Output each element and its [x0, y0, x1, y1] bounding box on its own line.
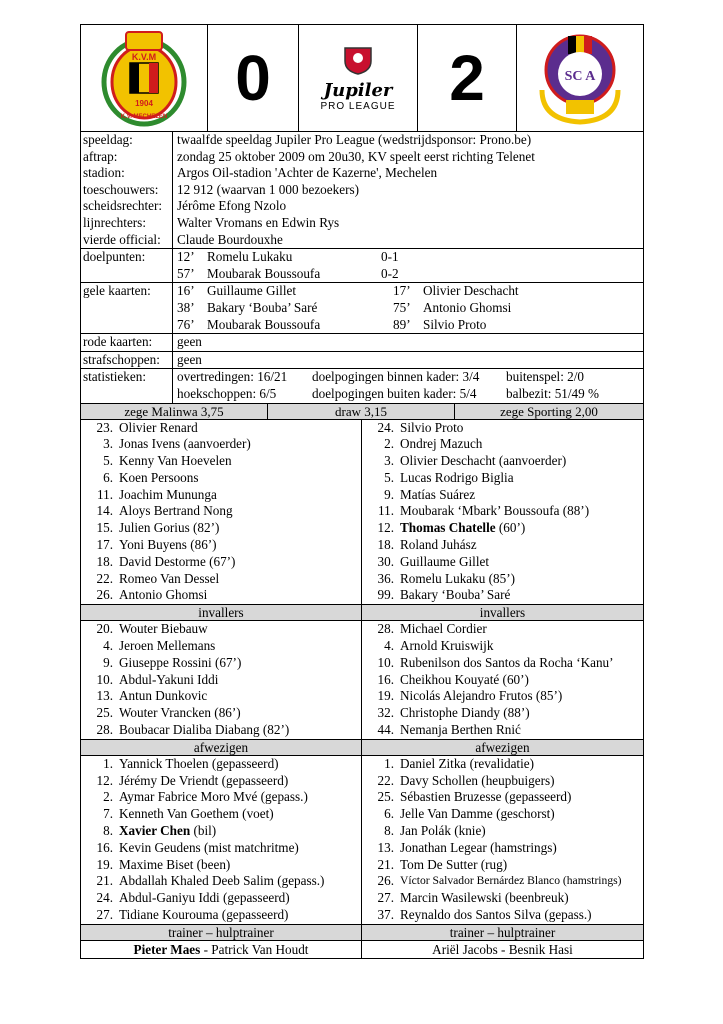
- card-player: Olivier Deschacht: [423, 283, 519, 299]
- player-name: Antun Dunkovic: [119, 688, 208, 704]
- goal-line: [177, 249, 643, 266]
- player-line: [362, 638, 643, 655]
- jupiler-logo: Jupiler PRO LEAGUE: [320, 45, 395, 112]
- player-note: (60’): [495, 520, 526, 536]
- trainers: [81, 941, 643, 958]
- player-name-bold: Thomas Chatelle: [400, 520, 496, 536]
- substitutes: [81, 621, 643, 739]
- shirt-number: 10.: [377, 654, 394, 670]
- player-name: Bakary ‘Bouba’ Saré: [400, 587, 511, 603]
- player-line: [362, 436, 643, 453]
- player-line: [362, 773, 643, 790]
- info-value: Argos Oil-stadion 'Achter de Kazerne', Mechelen: [177, 165, 438, 181]
- player-line: [362, 722, 643, 739]
- player-name: Antonio Ghomsi: [119, 587, 208, 603]
- shirt-number: 12.: [377, 520, 394, 536]
- shirt-number: 21.: [377, 856, 394, 872]
- player-line: [81, 890, 361, 907]
- player-line: [81, 587, 361, 604]
- player-line: [362, 873, 643, 890]
- match-sheet: [80, 24, 644, 959]
- player-name: Silvio Proto: [400, 419, 464, 435]
- player-line: [81, 554, 361, 571]
- shirt-number: 1.: [103, 755, 113, 771]
- info-key: scheidsrechter:: [81, 198, 173, 215]
- player-name: Lucas Rodrigo Biglia: [400, 469, 514, 485]
- shirt-number: 36.: [377, 570, 394, 586]
- info-key: toeschouwers:: [81, 182, 173, 199]
- stat-item: doelpogingen binnen kader: 3/4: [312, 369, 480, 385]
- away-score: 2: [449, 42, 485, 114]
- subs-home: [81, 621, 362, 739]
- goal-minute: 12’: [177, 249, 195, 265]
- player-name: Olivier Renard: [119, 419, 198, 435]
- player-name: Reynaldo dos Santos Silva (gepass.): [400, 907, 592, 923]
- shirt-number: 26.: [377, 873, 394, 889]
- shirt-number: 44.: [377, 722, 394, 738]
- shirt-number: 15.: [96, 520, 113, 536]
- info-key: stadion:: [81, 165, 173, 182]
- info-value: zondag 25 oktober 2009 om 20u30, KV speelt eerst richting Telenet: [177, 148, 535, 164]
- player-name: Marcin Wasilewski (beenbreuk): [400, 890, 569, 906]
- info-value: Jérôme Efong Nzolo: [177, 198, 287, 214]
- player-line: [81, 436, 361, 453]
- info-key: vierde official:: [81, 232, 173, 249]
- shirt-number: 23.: [96, 419, 113, 435]
- player-line: [362, 705, 643, 722]
- player-line: [362, 688, 643, 705]
- info-value: Claude Bourdouxhe: [177, 231, 283, 247]
- player-line: [362, 840, 643, 857]
- shirt-number: 12.: [96, 772, 113, 788]
- player-line: [362, 537, 643, 554]
- player-line: [81, 655, 361, 672]
- player-name: Davy Schollen (heupbuigers): [400, 772, 555, 788]
- shirt-number: 8.: [384, 823, 394, 839]
- player-name: Ondrej Mazuch: [400, 436, 483, 452]
- player-name: Kevin Geudens (mist matchritme): [119, 839, 299, 855]
- player-line: [81, 840, 361, 857]
- player-line: [81, 520, 361, 537]
- player-name: Kenny Van Hoevelen: [119, 453, 232, 469]
- player-line: [362, 789, 643, 806]
- player-name: Nemanja Berthen Rnić: [400, 722, 521, 738]
- player-line: [362, 806, 643, 823]
- player-name: Tom De Sutter (rug): [400, 856, 508, 872]
- info-key: speeldag:: [81, 132, 173, 149]
- player-name: Aloys Bertrand Nong: [119, 503, 233, 519]
- player-line: [81, 571, 361, 588]
- goal-scorer: Romelu Lukaku: [207, 249, 293, 265]
- player-line: [362, 571, 643, 588]
- subs-header: invallers invallers: [81, 604, 643, 621]
- player-line: [362, 453, 643, 470]
- player-line: [362, 756, 643, 773]
- player-name-bold: Xavier Chen: [119, 823, 191, 839]
- info-key: lijnrechters:: [81, 215, 173, 232]
- kv-mechelen-crest-icon: [99, 28, 189, 128]
- home-crest-cell: [81, 25, 208, 131]
- player-name: Abdul-Ganiyu Iddi (gepasseerd): [119, 890, 290, 906]
- card-player: Silvio Proto: [423, 316, 487, 332]
- info-row: [81, 182, 643, 199]
- shirt-number: 19.: [377, 688, 394, 704]
- player-name: Matías Suárez: [400, 486, 476, 502]
- player-name: Wouter Biebauw: [119, 621, 208, 637]
- shirt-number: 8.: [103, 823, 113, 839]
- player-line: [81, 420, 361, 437]
- shirt-number: 24.: [96, 890, 113, 906]
- goal-score: 0-1: [381, 249, 399, 265]
- stats-line: [177, 386, 643, 403]
- player-name: Kenneth Van Goethem (voet): [119, 806, 274, 822]
- goal-score: 0-2: [381, 265, 399, 281]
- player-line: [81, 672, 361, 689]
- player-name: David Destorme (67’): [119, 553, 236, 569]
- shirt-number: 25.: [96, 705, 113, 721]
- away-trainers: Ariël Jacobs - Besnik Hasi: [432, 941, 573, 957]
- shirt-number: 13.: [96, 688, 113, 704]
- shirt-number: 16.: [96, 839, 113, 855]
- goals-row: doelpunten: 12’ Romelu Lukaku 0-1 57’ Moubarak Boussoufa 0-2: [81, 248, 643, 282]
- player-name: Wouter Vrancken (86’): [119, 705, 241, 721]
- shirt-number: 6.: [103, 469, 113, 485]
- starters: [81, 420, 643, 605]
- player-line: [81, 806, 361, 823]
- shirt-number: 28.: [96, 722, 113, 738]
- shirt-number: 1.: [384, 755, 394, 771]
- player-name: Nicolás Alejandro Frutos (85’): [400, 688, 563, 704]
- player-name: Moubarak ‘Mbark’ Boussoufa (88’): [400, 503, 590, 519]
- absentees: [81, 756, 643, 924]
- yellow-card-line: [177, 317, 643, 334]
- svg-text:1904: 1904: [135, 99, 153, 108]
- starters-away: [362, 420, 643, 605]
- goal-line: [177, 266, 643, 283]
- subs-away: [362, 621, 643, 739]
- shirt-number: 13.: [377, 839, 394, 855]
- shirt-number: 4.: [103, 638, 113, 654]
- player-line: [362, 420, 643, 437]
- player-line: [81, 621, 361, 638]
- player-name: Rubenilson dos Santos da Rocha ‘Kanu’: [400, 654, 614, 670]
- info-value: twaalfde speeldag Jupiler Pro League (wedstrijdsponsor: Prono.be): [177, 132, 532, 147]
- shirt-number: 21.: [96, 873, 113, 889]
- yellow-card-line: [177, 300, 643, 317]
- odds-away: zege Sporting 2,00: [500, 403, 598, 419]
- league-logo-cell: [299, 25, 418, 131]
- player-name: Roland Juhász: [400, 537, 477, 553]
- player-line: [81, 907, 361, 924]
- player-name: Giuseppe Rossini (67’): [119, 654, 242, 670]
- card-player: Antonio Ghomsi: [423, 299, 512, 315]
- player-line: [81, 470, 361, 487]
- info-value: Walter Vromans en Edwin Rys: [177, 214, 340, 230]
- player-name: Tidiane Kourouma (gepasseerd): [119, 907, 289, 923]
- player-line: [362, 890, 643, 907]
- svg-text:K.V.M: K.V.M: [131, 52, 157, 62]
- trainer-header: trainer – hulptrainer trainer – hulptrainer: [81, 924, 643, 941]
- player-name: Christophe Diandy (88’): [400, 705, 530, 721]
- player-name: Abdul-Yakuni Iddi: [119, 671, 219, 687]
- shirt-number: 18.: [96, 553, 113, 569]
- stat-item: doelpogingen buiten kader: 5/4: [312, 385, 477, 401]
- player-line: [362, 520, 643, 537]
- player-line: [81, 773, 361, 790]
- svg-text:SC A: SC A: [564, 69, 596, 84]
- shirt-number: 7.: [103, 806, 113, 822]
- shirt-number: 9.: [103, 654, 113, 670]
- betting-odds: [81, 403, 643, 420]
- player-line: [362, 621, 643, 638]
- player-line: [362, 857, 643, 874]
- home-score: 0: [235, 42, 271, 114]
- shirt-number: 9.: [384, 486, 394, 502]
- stat-item: overtredingen: 16/21: [177, 369, 288, 385]
- stats-row: statistieken: overtredingen: 16/21 doelpogingen binnen kader: 3/4 buitenspel: 2/0 hoekschoppen: 6/5 doelpogingen buiten kader: 5/4 balbezit: 51/49 %: [81, 368, 643, 402]
- player-name: [119, 823, 361, 840]
- player-line: [81, 688, 361, 705]
- player-line: [81, 789, 361, 806]
- absent-header: afwezigen afwezigen: [81, 739, 643, 756]
- info-row: [81, 149, 643, 166]
- player-name: Olivier Deschacht (aanvoerder): [400, 453, 567, 469]
- stat-item: buitenspel: 2/0: [506, 369, 585, 385]
- card-minute: 75’: [393, 299, 411, 315]
- shirt-number: 5.: [384, 469, 394, 485]
- player-name: Abdallah Khaled Deeb Salim (gepass.): [119, 873, 325, 889]
- shirt-number: 5.: [103, 453, 113, 469]
- odds-home: zege Malinwa 3,75: [81, 404, 268, 419]
- stat-item: balbezit: 51/49 %: [506, 385, 600, 401]
- player-name: Yannick Thoelen (gepasseerd): [119, 755, 279, 771]
- shirt-number: 10.: [96, 671, 113, 687]
- shirt-number: 25.: [377, 789, 394, 805]
- player-line: [81, 873, 361, 890]
- player-name: Arnold Kruiswijk: [400, 638, 494, 654]
- yellow-card-line: [177, 283, 643, 300]
- shirt-number: 32.: [377, 705, 394, 721]
- shirt-number: 2.: [384, 436, 394, 452]
- stats-line: [177, 369, 643, 386]
- shirt-number: 20.: [96, 621, 113, 637]
- shirt-number: 99.: [377, 587, 394, 603]
- shirt-number: 3.: [103, 436, 113, 452]
- shirt-number: 26.: [96, 587, 113, 603]
- shirt-number: 2.: [103, 789, 113, 805]
- player-line: [81, 503, 361, 520]
- player-name: Jan Polák (knie): [400, 823, 486, 839]
- player-name: Michael Cordier: [400, 621, 487, 637]
- player-line: [81, 453, 361, 470]
- shirt-number: 14.: [96, 503, 113, 519]
- shirt-number: 11.: [97, 486, 113, 502]
- shirt-number: 28.: [377, 621, 394, 637]
- info-row: [81, 132, 643, 149]
- shirt-number: 27.: [96, 907, 113, 923]
- card-minute: 17’: [393, 283, 411, 299]
- shirt-number: 3.: [384, 453, 394, 469]
- shirt-number: 24.: [377, 419, 394, 435]
- shirt-number: 11.: [378, 503, 394, 519]
- player-name: Yoni Buyens (86’): [119, 537, 217, 553]
- card-player: Bakary ‘Bouba’ Saré: [207, 299, 318, 315]
- player-name: Jeroen Mellemans: [119, 638, 216, 654]
- shirt-number: 18.: [377, 537, 394, 553]
- away-crest-cell: [517, 25, 643, 131]
- shirt-number: 30.: [377, 553, 394, 569]
- odds-draw: draw 3,15: [268, 404, 455, 419]
- rsc-anderlecht-crest-icon: [532, 30, 628, 126]
- shirt-number: 19.: [96, 856, 113, 872]
- shirt-number: 16.: [377, 671, 394, 687]
- player-line: [362, 587, 643, 604]
- card-player: Guillaume Gillet: [207, 283, 296, 299]
- card-minute: 16’: [177, 283, 195, 299]
- shirt-number: 17.: [96, 537, 113, 553]
- goal-scorer: Moubarak Boussoufa: [207, 265, 321, 281]
- player-name: Víctor Salvador Bernárdez Blanco (hamstrings): [400, 874, 622, 888]
- shirt-number: 4.: [384, 638, 394, 654]
- penalties-row: strafschoppen: geen: [81, 351, 643, 369]
- player-name: Koen Persoons: [119, 469, 199, 485]
- player-name: Joachim Mununga: [119, 486, 217, 502]
- player-line: [362, 907, 643, 924]
- player-name: Guillaume Gillet: [400, 553, 489, 569]
- yellow-cards-row: gele kaarten: 16’ Guillaume Gillet 17’ Olivier Deschacht 38’ Bakary ‘Bouba’ Saré 75’ Antonio Ghomsi 76’ Moubarak Boussoufa 89’ Silvio Proto: [81, 282, 643, 333]
- player-name: Boubacar Dialiba Diabang (82’): [119, 722, 290, 738]
- card-minute: 89’: [393, 316, 411, 332]
- card-player: Moubarak Boussoufa: [207, 316, 321, 332]
- player-note: (bil): [190, 823, 217, 839]
- absent-home: [81, 756, 362, 924]
- player-line: [362, 503, 643, 520]
- player-name: Jérémy De Vriendt (gepasseerd): [119, 772, 289, 788]
- info-key: aftrap:: [81, 149, 173, 166]
- player-line: [81, 705, 361, 722]
- shirt-number: 27.: [377, 890, 394, 906]
- score-header: [81, 25, 643, 132]
- player-name: Julien Gorius (82’): [119, 520, 220, 536]
- info-row: [81, 198, 643, 215]
- stat-item: hoekschoppen: 6/5: [177, 385, 277, 401]
- player-name: Romeo Van Dessel: [119, 570, 220, 586]
- player-name: Aymar Fabrice Moro Mvé (gepass.): [119, 789, 308, 805]
- player-line: [362, 655, 643, 672]
- player-name: Daniel Zitka (revalidatie): [400, 755, 535, 771]
- player-line: [362, 672, 643, 689]
- info-row: [81, 165, 643, 182]
- card-minute: 76’: [177, 316, 195, 332]
- shirt-number: 6.: [384, 806, 394, 822]
- match-info: [81, 132, 643, 403]
- starters-home: [81, 420, 362, 605]
- player-name: Romelu Lukaku (85’): [400, 570, 515, 586]
- red-cards-row: rode kaarten: geen: [81, 333, 643, 351]
- svg-text:K.V. MECHELEN: K.V. MECHELEN: [120, 114, 168, 120]
- player-line: [81, 638, 361, 655]
- shirt-number: 37.: [377, 907, 394, 923]
- player-line: [362, 470, 643, 487]
- player-name: Cheikhou Kouyaté (60’): [400, 671, 529, 687]
- player-name: Jelle Van Damme (geschorst): [400, 806, 555, 822]
- shirt-number: 22.: [96, 570, 113, 586]
- info-row: [81, 215, 643, 232]
- home-trainers: Pieter Maes - Patrick Van Houdt: [81, 941, 362, 958]
- absent-away: [362, 756, 643, 924]
- goal-minute: 57’: [177, 265, 195, 281]
- player-line: [362, 554, 643, 571]
- shirt-number: 22.: [377, 772, 394, 788]
- player-line: [81, 722, 361, 739]
- player-line: [81, 857, 361, 874]
- player-name: Maxime Biset (been): [119, 856, 231, 872]
- card-minute: 38’: [177, 299, 195, 315]
- league-shield-icon: [341, 45, 375, 75]
- info-value: 12 912 (waarvan 1 000 bezoekers): [177, 181, 359, 197]
- player-line: [81, 823, 361, 840]
- player-name: Jonathan Legear (hamstrings): [400, 839, 557, 855]
- player-name: [400, 520, 643, 537]
- player-line: [362, 823, 643, 840]
- player-line: [81, 487, 361, 504]
- player-name: Sébastien Bruzesse (gepasseerd): [400, 789, 572, 805]
- player-line: [81, 537, 361, 554]
- player-line: [362, 487, 643, 504]
- info-row: [81, 232, 643, 249]
- player-name: Jonas Ivens (aanvoerder): [119, 436, 251, 452]
- player-line: [81, 756, 361, 773]
